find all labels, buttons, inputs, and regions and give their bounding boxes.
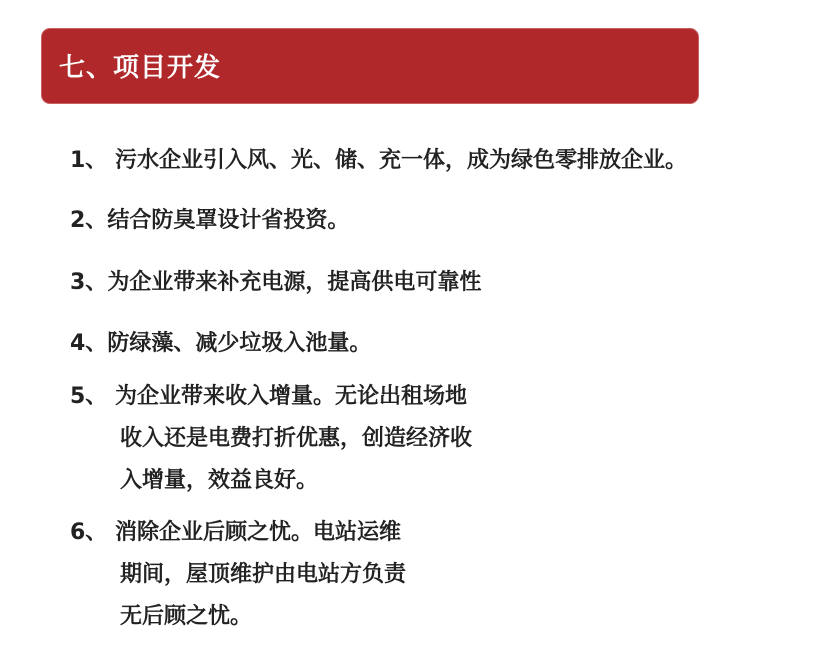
item-number: 4、 [70,331,108,356]
item-text-continued: 入增量，效益良好。 [120,468,319,493]
list-item-6 [70,512,406,638]
item-text-continued: 期间，屋顶维护由电站方负责 [120,562,407,587]
section-header [41,28,699,104]
item-number: 3、 [70,270,108,295]
item-text-continued: 收入还是电费打折优惠，创造经济收 [120,426,473,451]
item-text: 污水企业引入风、光、储、充一体，成为绿色零排放企业。 [114,148,687,173]
item-text: 防绿藻、减少垃圾入池量。 [107,331,372,356]
item-number: 5、 [70,384,108,409]
item-text-continued: 无后顾之忧。 [120,604,253,629]
list-item-2 [70,200,349,242]
list-item-1 [70,140,687,182]
item-number: 1、 [70,148,108,173]
item-text: 结合防臭罩设计省投资。 [107,208,350,233]
section-title: 七、项目开发 [59,53,222,83]
item-number: 2、 [70,208,108,233]
item-text: 消除企业后顾之忧。电站运维 [114,520,401,545]
item-text: 为企业带来补充电源，提高供电可靠性 [107,270,482,295]
item-text: 为企业带来收入增量。无论出租场地 [114,384,467,409]
list-item-4 [70,323,371,365]
list-item-5 [70,376,472,502]
list-item-3 [70,262,481,304]
item-number: 6、 [70,520,108,545]
